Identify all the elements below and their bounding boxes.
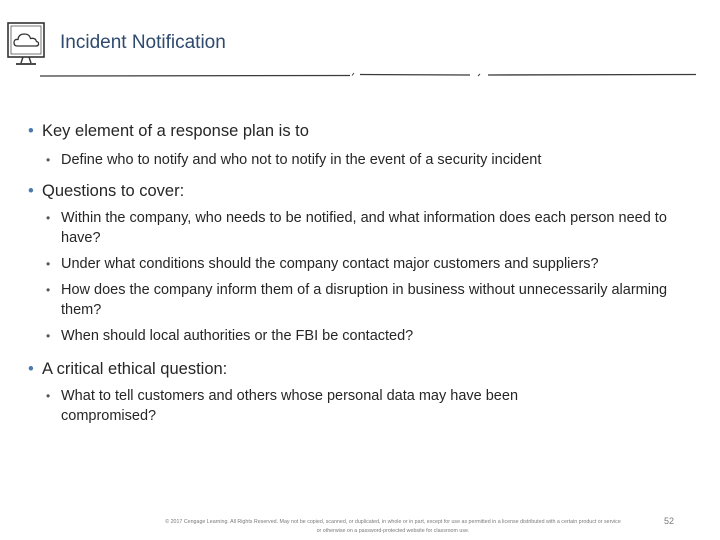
bullet-response-plan	[28, 120, 698, 142]
sub-bullet	[46, 280, 698, 320]
bullet-marker: •	[46, 257, 51, 271]
bullet-marker: •	[46, 283, 51, 297]
bullet-marker: •	[28, 360, 34, 378]
sub-bullet-text: Within the company, who needs to be notified, and what information does each person need to have?	[61, 210, 667, 246]
sub-bullet-text: When should local authorities or the FBI be contacted?	[61, 328, 414, 344]
page-number: 52	[664, 516, 675, 526]
bullet-questions	[28, 180, 698, 202]
bullet-text: Key element of a response plan is to	[42, 122, 309, 140]
bullet-marker: •	[46, 153, 51, 167]
copyright-notice	[118, 518, 668, 536]
sub-bullet-text: Define who to notify and who not to notify in the event of a security incident	[61, 152, 542, 168]
bullet-marker: •	[46, 211, 51, 225]
bullet-text: Questions to cover:	[42, 182, 185, 200]
sub-bullet	[46, 208, 698, 248]
sub-bullet	[46, 386, 601, 426]
sub-bullet	[46, 150, 698, 170]
sub-bullet-text: How does the company inform them of a disruption in business without unnecessarily alarming them?	[61, 282, 668, 318]
bullet-marker: •	[28, 182, 34, 200]
bullet-text: A critical ethical question:	[42, 360, 228, 378]
sub-bullet-text: What to tell customers and others whose personal data may have been compromised?	[61, 388, 519, 424]
bullet-marker: •	[46, 329, 51, 343]
slide-title: Incident Notification	[60, 32, 226, 53]
title-divider	[40, 70, 696, 80]
bullet-ethical-question	[28, 358, 698, 380]
copyright-line-2: or otherwise on a password-protected website for classroom use.	[316, 528, 470, 534]
bullet-marker: •	[28, 122, 34, 140]
slide-body	[28, 120, 698, 426]
sub-bullet	[46, 254, 698, 274]
copyright-line-1: © 2017 Cengage Learning. All Rights Reserved. May not be copied, scanned, or duplicated, in whole or in part, except for use as permitted in a license distributed with a certain product or service	[165, 519, 621, 525]
cloud-computer-icon	[6, 20, 46, 70]
sub-bullet	[46, 326, 698, 346]
sub-bullet-text: Under what conditions should the company contact major customers and suppliers?	[61, 256, 599, 272]
bullet-marker: •	[46, 389, 51, 403]
